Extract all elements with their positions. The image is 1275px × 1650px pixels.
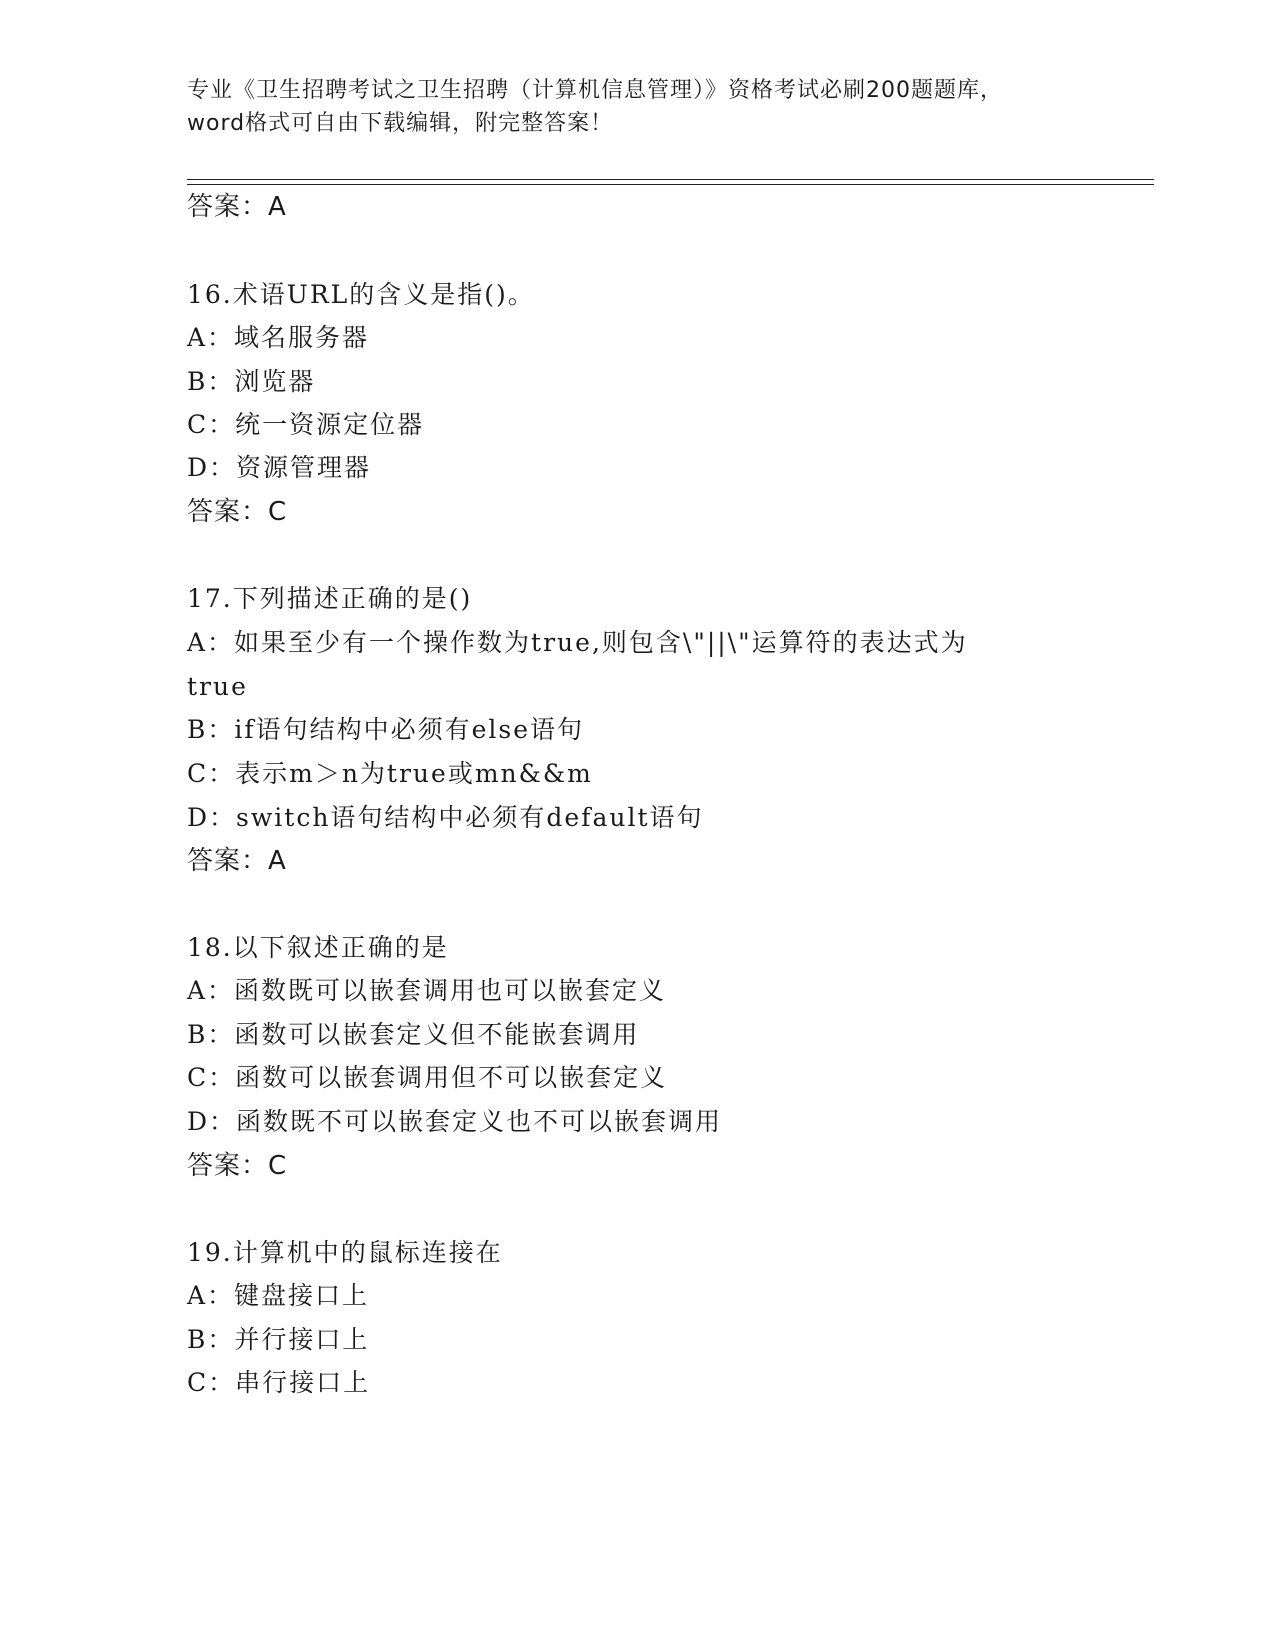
q18-option-a: A：函数既可以嵌套调用也可以嵌套定义 [187,976,667,1005]
q17-stem: 17.下列描述正确的是() [187,584,473,613]
q17-option-d: D：switch语句结构中必须有default语句 [187,803,704,832]
q17-option-c: C：表示m＞n为true或mn&&m [187,759,593,788]
q16-option-c: C：统一资源定位器 [187,410,425,439]
q18-answer: 答案：C [187,1151,288,1181]
header-rule-bottom [187,184,1154,185]
document-header [187,74,1087,140]
header-rule-top [187,179,1154,180]
q17-option-a: A：如果至少有一个操作数为true,则包含\"||\"运算符的表达式为 [187,628,968,657]
q18-option-b: B：函数可以嵌套定义但不能嵌套调用 [187,1020,640,1049]
q18-option-d: D：函数既不可以嵌套定义也不可以嵌套调用 [187,1107,723,1136]
header-line-1: 专业《卫生招聘考试之卫生招聘（计算机信息管理）》资格考试必刷200题题库， [187,78,1003,103]
q19-option-a: A：键盘接口上 [187,1281,370,1310]
q16-option-d: D：资源管理器 [187,453,372,482]
q16-option-a: A：域名服务器 [187,323,370,352]
q19-stem: 19.计算机中的鼠标连接在 [187,1238,503,1267]
q17-option-a-continued: true [187,672,248,701]
q16-answer: 答案：C [187,497,288,527]
q18-stem: 18.以下叙述正确的是 [187,933,449,962]
q19-option-b: B：并行接口上 [187,1325,370,1354]
q18-option-c: C：函数可以嵌套调用但不可以嵌套定义 [187,1063,668,1092]
q19-option-c: C：串行接口上 [187,1368,371,1397]
q16-stem: 16.术语URL的含义是指()。 [187,280,535,309]
q16-option-b: B：浏览器 [187,367,316,396]
previous-answer: 答案：A [187,192,287,222]
q17-option-b: B：if语句结构中必须有else语句 [187,715,585,744]
header-line-2: word格式可自由下载编辑，附完整答案！ [187,111,614,136]
q17-answer: 答案：A [187,846,287,876]
